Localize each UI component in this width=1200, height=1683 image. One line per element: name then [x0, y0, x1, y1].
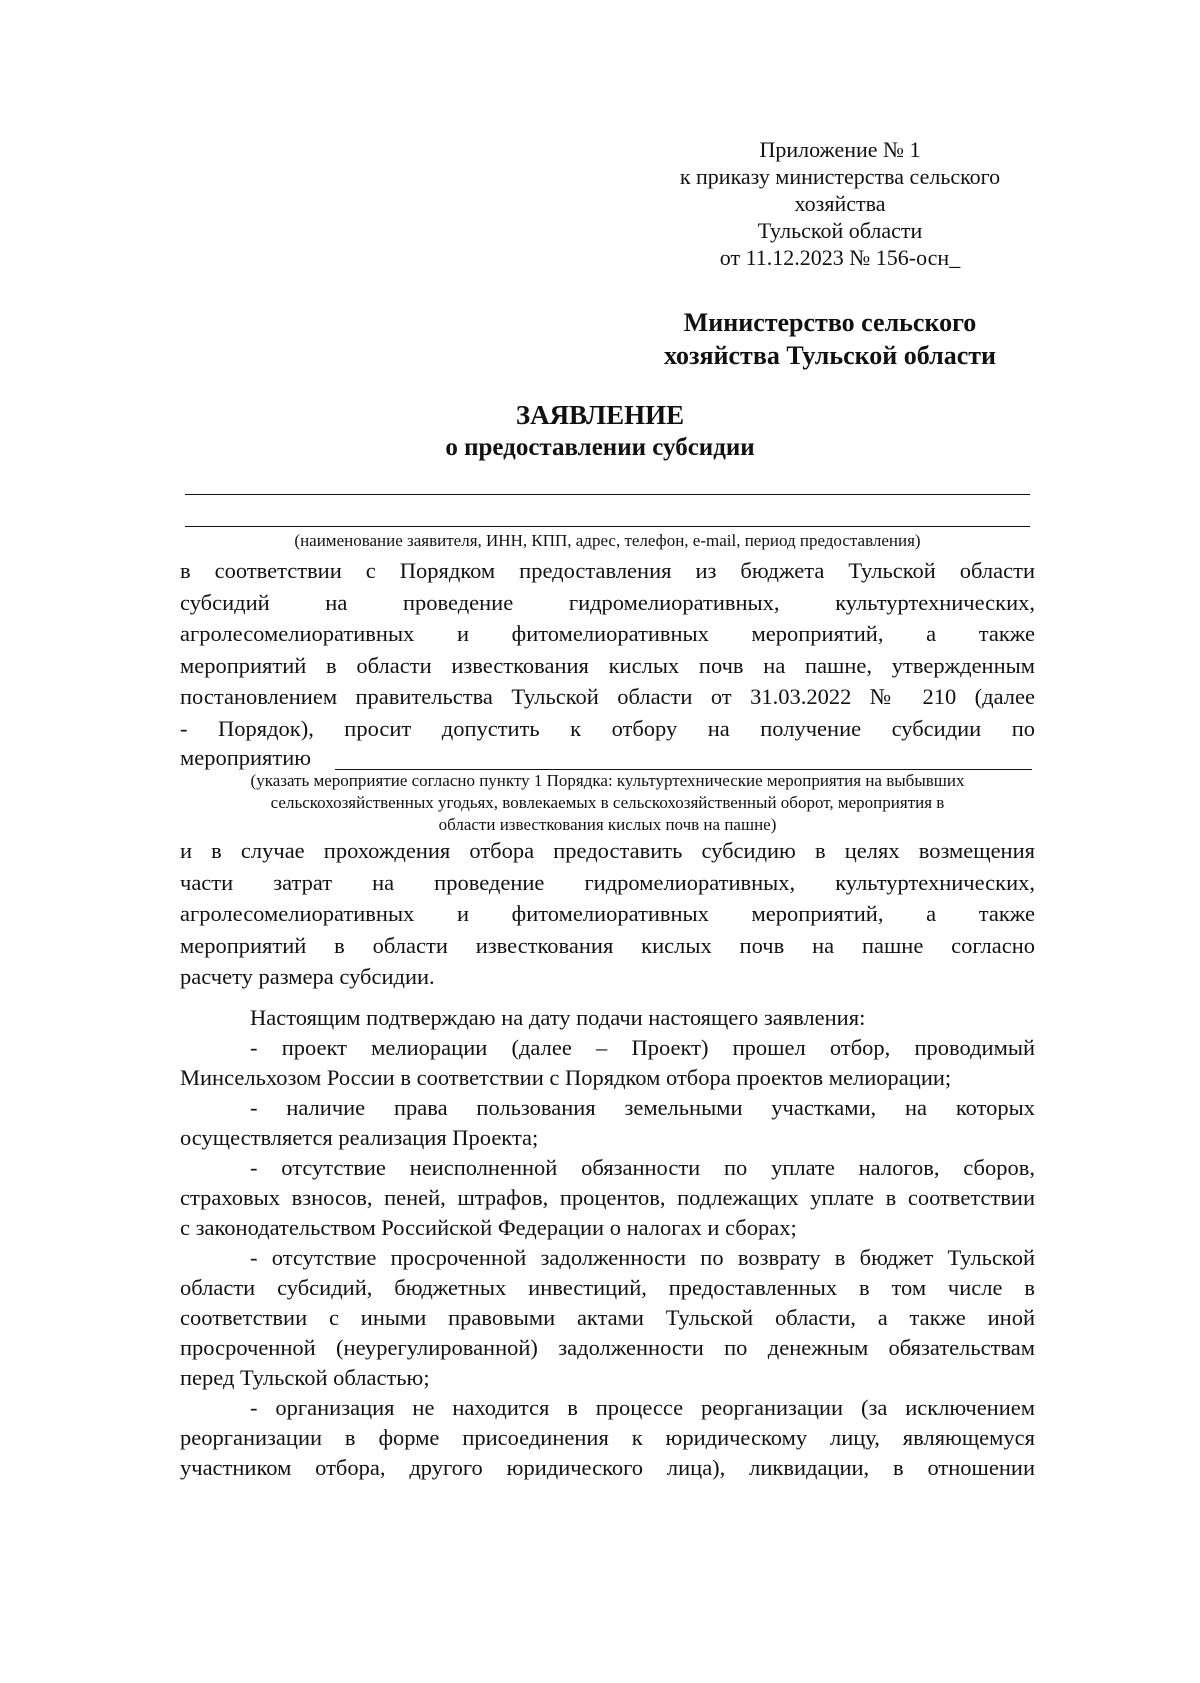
list-item-line: участником отбора, другого юридического лица), ликвидации, в отношении — [180, 1455, 1035, 1480]
text-line: агролесомелиоративных и фитомелиоративных мероприятий, а также — [180, 621, 1035, 646]
measure-label: мероприятию — [180, 745, 312, 770]
list-item-line: Минсельхозом России в соответствии с Порядком отбора проектов мелиорации; — [180, 1065, 952, 1090]
caption-line: области известкования кислых почв на пашне) — [438, 815, 777, 834]
list-item-line: реорганизации в форме присоединения к юридическому лицу, являющемуся — [180, 1425, 1035, 1450]
appendix-line: Тульской области — [757, 218, 923, 243]
list-item-line: - организация не находится в процессе реорганизации (за исключением — [250, 1395, 1035, 1420]
list-item-line: - проект мелиорации (далее – Проект) прошел отбор, проводимый — [250, 1035, 1035, 1060]
text-line: части затрат на проведение гидромелиоративных, культуртехнических, — [180, 869, 1035, 895]
applicant-caption: (наименование заявителя, ИНН, КПП, адрес, телефон, e-mail, период предоставления) — [294, 531, 921, 550]
text-line: постановлением правительства Тульской области от 31.03.2022 № 210 (далее — [180, 684, 1035, 709]
list-item-line: просроченной (неурегулированной) задолженности по денежным обязательствам — [180, 1335, 1035, 1360]
confirm-intro: Настоящим подтверждаю на дату подачи настоящего заявления: — [250, 1005, 866, 1030]
caption-line: (указать мероприятие согласно пункту 1 Порядка: культуртехнические мероприятия на выбывших — [250, 771, 965, 790]
text-line: и в случае прохождения отбора предоставить субсидию в целях возмещения — [180, 838, 1035, 863]
title-sub: о предоставлении субсидии — [445, 434, 755, 461]
text-line: мероприятий в области известкования кислых почв на пашне, утвержденным — [180, 652, 1035, 678]
measure-caption — [180, 770, 1035, 836]
text-line: - Порядок), просит допустить к отбору на получение субсидии по — [180, 715, 1035, 741]
appendix-line: хозяйства — [794, 191, 886, 216]
appendix-line: от 11.12.2023 № 156-осн_ — [719, 245, 961, 270]
list-item-line: - наличие права пользования земельными участками, на которых — [250, 1095, 1035, 1120]
caption-line: сельскохозяйственных угодьях, вовлекаемых в сельскохозяйственный оборот, мероприятия в — [270, 793, 945, 812]
document-title — [340, 398, 860, 464]
applicant-blank-line — [185, 526, 1030, 527]
confirmation-list — [180, 1003, 1035, 1483]
appendix-header — [620, 136, 1060, 271]
appendix-line: к приказу министерства сельского — [679, 164, 1001, 189]
text-line: расчету размера субсидии. — [180, 964, 435, 989]
addressee — [600, 306, 1060, 372]
appendix-line: Приложение № 1 — [759, 137, 921, 162]
applicant-blank-line — [185, 494, 1030, 495]
list-item-line: области субсидий, бюджетных инвестиций, предоставленных в том числе в — [180, 1275, 1035, 1300]
paragraph-request — [180, 555, 1035, 744]
addressee-line: Министерство сельского — [683, 308, 977, 337]
list-item-line: перед Тульской областью; — [180, 1365, 430, 1390]
list-item-line: страховых взносов, пеней, штрафов, процентов, подлежащих уплате в соответствии — [180, 1185, 1035, 1210]
addressee-line: хозяйства Тульской области — [664, 341, 996, 370]
measure-row — [180, 745, 1035, 771]
text-line: в соответствии с Порядком предоставления из бюджета Тульской области — [180, 558, 1035, 583]
text-line: субсидий на проведение гидромелиоративных, культуртехнических, — [180, 589, 1035, 615]
title-main: ЗАЯВЛЕНИЕ — [515, 400, 685, 430]
list-item-line: - отсутствие просроченной задолженности по возврату в бюджет Тульской — [250, 1245, 1035, 1270]
list-item-line: с законодательством Российской Федерации о налогах и сборах; — [180, 1215, 797, 1240]
list-item-line: соответствии с иными правовыми актами Тульской области, а также иной — [180, 1305, 1035, 1330]
list-item-line: осуществляется реализация Проекта; — [180, 1125, 539, 1150]
text-line: мероприятий в области известкования кислых почв на пашне согласно — [180, 932, 1035, 958]
text-line: агролесомелиоративных и фитомелиоративных мероприятий, а также — [180, 901, 1035, 926]
paragraph-compensation — [180, 835, 1035, 993]
list-item-line: - отсутствие неисполненной обязанности по уплате налогов, сборов, — [250, 1155, 1035, 1180]
